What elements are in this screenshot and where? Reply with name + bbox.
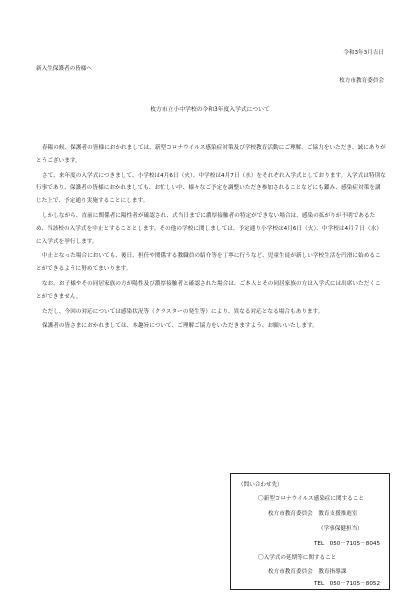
body-paragraph: さて、来年度の入学式につきまして、小学校は4月6日（火）、中学校は4月7日（水）をそれぞれ入学式としております。入学式は特別な行事であり、保護者の皆様におかれましても、お忙しい中、様々なご予定を調整いただき参加されることなどにも鑑み、感染症対策を講じた上で、予定通り実施することにします。 [36,172,386,205]
contact-section1-sub: （学事保健担当） [318,526,363,532]
contact-section1-dept: 枚方市教育委員会 教育支援推進室 [268,511,358,517]
body-paragraph: 春陽の候、保護者の皆様におかれましては、新型コロナウイルス感染症対策及び学校教育活動にご理解、ご協力をいただき、誠にありがとうございます。 [36,145,386,164]
contact-box [230,473,390,590]
contact-section2-title: 〇入学式の延期等に関すること [258,555,337,561]
body-paragraph: 中止となった場合においても、後日、担任や関係する教職員の紹介等を丁寧に行うなど、児童生徒が新しい学校生活を円滑に始めることができるように努めてまいります。 [36,253,381,273]
sender-line: 枚方市教育委員会 [339,78,384,84]
contact-section1-title: 〇新型コロナウイルス感染症に関すること [258,496,364,502]
body-paragraph: なお、お子様やその同居家族の方が陽性及び濃厚接触者と確認された場合は、ご本人とその同居家族の方は入学式には出席いただくことができません。 [36,280,381,300]
body-paragraph: ただし、今回の対応については感染状況等（クラスターの発生等）により、異なる対応となる場合もあります。 [42,308,324,315]
contact-heading: （問い合わせ先） [238,482,283,488]
contact-section2-dept: 枚方市教育委員会 教育指導課 [268,569,347,575]
contact-section1-tel: TEL 050－7105－8045 [314,541,380,547]
document-body [36,142,386,335]
date-line: 令和3年3月吉日 [343,50,384,56]
contact-section2-tel: TEL 050－7105－8052 [314,581,380,587]
document-title: 枚方市立小中学校の令和3年度入学式について [150,107,270,113]
body-paragraph: しかしながら、直前に関係者に陽性者が確認され、式当日までに濃厚接触者の特定ができない場合は、感染の拡がりが不明であるため、当該校の入学式を中止とすることとします。その他の学校に関しましては、予定通り小学校は4月6日（火）、中学校は4月７日（水）に入学式を挙行します。 [36,212,382,245]
body-paragraph: 保護者の皆さまにおかれましては、本趣旨について、ご理解ご協力をいただきますよう、お願いいたします。 [42,323,318,330]
recipient-line: 新入生保護者の皆様へ [36,66,92,72]
